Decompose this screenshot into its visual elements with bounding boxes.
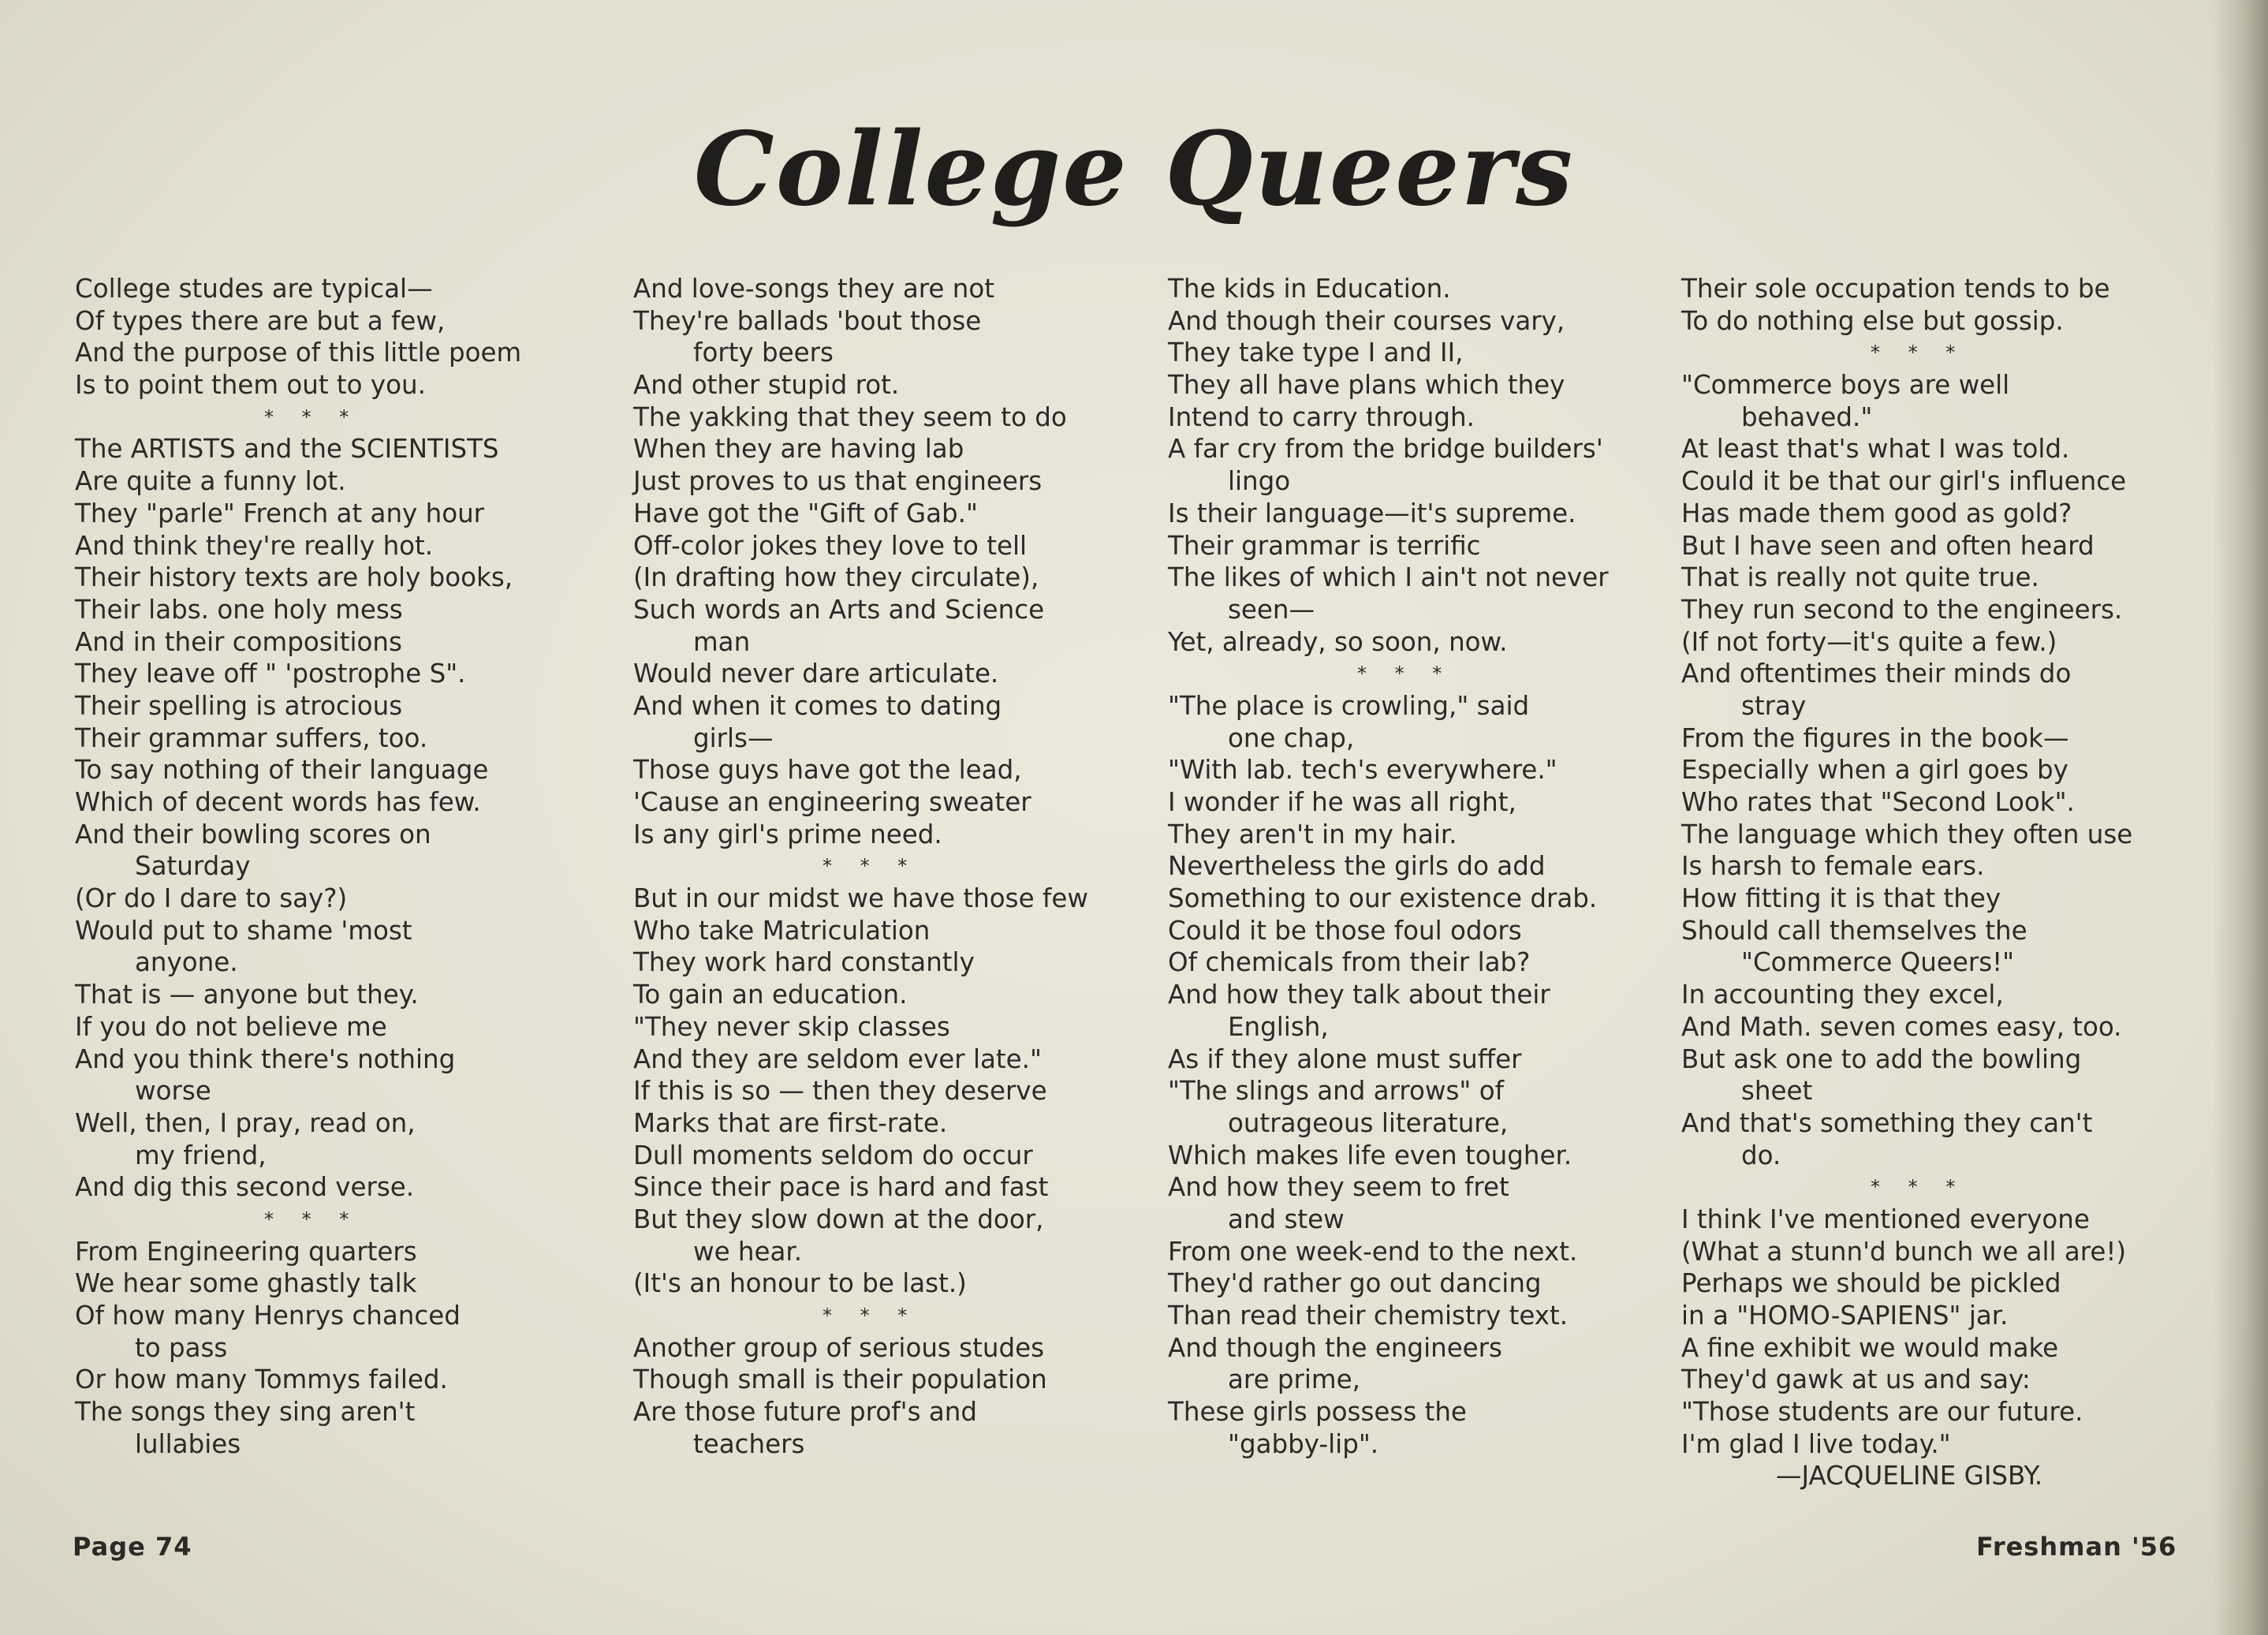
poem-line: do. — [1741, 1140, 1781, 1170]
poem-line: And that's something they can't — [1681, 1107, 2093, 1138]
poem-line: And they are seldom ever late." — [633, 1043, 1042, 1074]
poem-line: Would never dare articulate. — [633, 659, 999, 689]
poem-line: to pass — [135, 1332, 228, 1363]
poem-line: Who take Matriculation — [633, 915, 931, 946]
poem-line: Of how many Henrys chanced — [75, 1301, 461, 1331]
poem-line: They leave off " 'postrophe S". — [75, 659, 466, 689]
poem-line: They take type I and II, — [1168, 338, 1464, 368]
poem-line: we hear. — [693, 1236, 803, 1267]
stanza-break: * * * — [823, 1305, 919, 1327]
poem-line: They're ballads 'bout those — [633, 305, 982, 336]
poem-line: I wonder if he was all right, — [1168, 787, 1516, 817]
poem-line: The songs they sing aren't — [75, 1397, 416, 1428]
poem-line: Is harsh to female ears. — [1681, 851, 1985, 882]
poem-line: teachers — [693, 1428, 805, 1459]
poem-line: But in our midst we have those few — [633, 883, 1088, 914]
poem-line: The likes of which I ain't not never — [1168, 562, 1609, 593]
poem-line: The kids in Education. — [1168, 274, 1451, 304]
poem-line: And oftentimes their minds do — [1681, 659, 2072, 689]
poem-line: Or how many Tommys failed. — [75, 1364, 448, 1395]
poem-line: one chap, — [1228, 722, 1355, 753]
poem-line: and stew — [1228, 1204, 1345, 1234]
poem-line: Their history texts are holy books, — [75, 562, 513, 593]
poem-line: (In drafting how they circulate), — [633, 562, 1039, 593]
poem-line: From Engineering quarters — [75, 1236, 417, 1267]
poem-line: These girls possess the — [1168, 1397, 1467, 1428]
poem-line: Are quite a funny lot. — [75, 466, 346, 497]
poem-line: And in their compositions — [75, 626, 402, 657]
poem-line: seen— — [1228, 594, 1315, 625]
poem-line: As if they alone must suffer — [1168, 1043, 1522, 1074]
stanza-break: * * * — [1357, 663, 1453, 685]
poem-line: From the figures in the book— — [1681, 722, 2069, 753]
yearbook-edition: Freshman '56 — [1976, 1532, 2177, 1562]
stanza-break: * * * — [1871, 1176, 1967, 1199]
poem-line: 'Cause an engineering sweater — [633, 787, 1031, 817]
poem-line: The ARTISTS and the SCIENTISTS — [75, 434, 499, 465]
poem-line: When they are having lab — [633, 434, 964, 465]
poem-line: But I have seen and often heard — [1681, 530, 2095, 561]
poem-line: To gain an education. — [633, 980, 908, 1010]
poem-line: anyone. — [135, 947, 238, 978]
poem-line: "gabby-lip". — [1228, 1428, 1379, 1459]
poem-line: They all have plans which they — [1168, 370, 1565, 401]
poem-line: Saturday — [135, 851, 251, 882]
poem-line: I think I've mentioned everyone — [1681, 1204, 2090, 1234]
poem-line: And Math. seven comes easy, too. — [1681, 1011, 2122, 1042]
poem-line: The yakking that they seem to do — [633, 401, 1067, 432]
poem-line: Since their pace is hard and fast — [633, 1172, 1049, 1203]
poem-line: To say nothing of their language — [75, 755, 489, 786]
poem-line: And though their courses vary, — [1168, 305, 1565, 336]
poem-line: But they slow down at the door, — [633, 1204, 1044, 1234]
poem-line: man — [693, 626, 751, 657]
poem-line: To do nothing else but gossip. — [1681, 305, 2064, 336]
poem-line: They'd rather go out dancing — [1168, 1268, 1542, 1299]
poem-line: Could it be those foul odors — [1168, 915, 1522, 946]
poem-line: Well, then, I pray, read on, — [75, 1107, 416, 1138]
poem-column-1 — [75, 273, 521, 1460]
poem-line: Could it be that our girl's influence — [1681, 466, 2127, 497]
poem-line: Those guys have got the lead, — [633, 755, 1022, 786]
poem-line: That is really not quite true. — [1681, 562, 2039, 593]
stanza-break: * * * — [264, 1208, 360, 1230]
poem-line: Than read their chemistry text. — [1168, 1301, 1569, 1331]
poem-line: We hear some ghastly talk — [75, 1268, 417, 1299]
poem-line: Which makes life even tougher. — [1168, 1140, 1572, 1170]
poem-line: lullabies — [135, 1428, 241, 1459]
poem-line: "The slings and arrows" of — [1168, 1076, 1505, 1107]
poem-line: And how they talk about their — [1168, 980, 1550, 1010]
poem-line: They run second to the engineers. — [1681, 594, 2123, 625]
poem-line: But ask one to add the bowling — [1681, 1043, 2082, 1074]
poem-line: Is any girl's prime need. — [633, 819, 942, 849]
book-spine-shadow — [2213, 0, 2268, 1635]
poem-line: Of chemicals from their lab? — [1168, 947, 1531, 978]
poem-line: Though small is their population — [633, 1364, 1047, 1395]
poem-line: "Commerce Queers!" — [1741, 947, 2015, 978]
poem-line: Just proves to us that engineers — [633, 466, 1043, 497]
poem-line: Is their language—it's supreme. — [1168, 498, 1576, 528]
poem-line: are prime, — [1228, 1364, 1360, 1395]
poem-line: "The place is crowling," said — [1168, 690, 1530, 721]
poem-line: (What a stunn'd bunch we all are!) — [1681, 1236, 2127, 1267]
poem-line: And love-songs they are not — [633, 274, 994, 304]
poem-line: They'd gawk at us and say: — [1681, 1364, 2031, 1395]
poem-line: And dig this second verse. — [75, 1172, 415, 1203]
poem-line: forty beers — [693, 338, 834, 368]
poem-line: And their bowling scores on — [75, 819, 431, 849]
poem-line: Perhaps we should be pickled — [1681, 1268, 2061, 1299]
poem-line: I'm glad I live today." — [1681, 1428, 1951, 1459]
poem-line: Who rates that "Second Look". — [1681, 787, 2075, 817]
poem-line: Their sole occupation tends to be — [1681, 274, 2110, 304]
poem-line: lingo — [1228, 466, 1291, 497]
poem-line: The language which they often use — [1681, 819, 2133, 849]
poem-line: And how they seem to fret — [1168, 1172, 1509, 1203]
poem-line: Their grammar suffers, too. — [75, 722, 428, 753]
poem-line: stray — [1741, 690, 1807, 721]
stanza-break: * * * — [823, 855, 919, 878]
poem-line: Marks that are first-rate. — [633, 1107, 948, 1138]
poem-line: A fine exhibit we would make — [1681, 1332, 2059, 1363]
poem-line: outrageous literature, — [1228, 1107, 1509, 1138]
poem-line: Are those future prof's and — [633, 1397, 977, 1428]
poem-line: my friend, — [135, 1140, 267, 1170]
poem-line: And you think there's nothing — [75, 1043, 456, 1074]
stanza-break: * * * — [264, 405, 360, 428]
poem-line: And when it comes to dating — [633, 690, 1002, 721]
poem-column-3 — [1168, 273, 1609, 1460]
poem-line: in a "HOMO-SAPIENS" jar. — [1681, 1301, 2009, 1331]
poem-line: They work hard constantly — [633, 947, 975, 978]
poem-line: They aren't in my hair. — [1168, 819, 1457, 849]
poem-line: behaved." — [1741, 401, 1873, 432]
poem-line: And though the engineers — [1168, 1332, 1502, 1363]
poem-line: A far cry from the bridge builders' — [1168, 434, 1603, 465]
author-signature: —JACQUELINE GISBY. — [1776, 1461, 2043, 1491]
poem-line: Especially when a girl goes by — [1681, 755, 2068, 786]
poem-line: girls— — [693, 722, 774, 753]
poem-line: (If not forty—it's quite a few.) — [1681, 626, 2057, 657]
poem-line: If this is so — then they deserve — [633, 1076, 1047, 1107]
poem-line: Should call themselves the — [1681, 915, 2027, 946]
poem-line: And other stupid rot. — [633, 370, 900, 401]
poem-line: Such words an Arts and Science — [633, 594, 1045, 625]
poem-line: (It's an honour to be last.) — [633, 1268, 967, 1299]
poem-line: Would put to shame 'most — [75, 915, 412, 946]
poem-line: "Those students are our future. — [1681, 1397, 2083, 1428]
poem-line: Is to point them out to you. — [75, 370, 426, 401]
poem-line: From one week-end to the next. — [1168, 1236, 1578, 1267]
poem-line: (Or do I dare to say?) — [75, 883, 348, 914]
poem-line: Of types there are but a few, — [75, 305, 446, 336]
stanza-break: * * * — [1871, 342, 1967, 364]
poem-line: "With lab. tech's everywhere." — [1168, 755, 1557, 786]
poem-line: College studes are typical— — [75, 274, 433, 304]
poem-line: In accounting they excel, — [1681, 980, 2004, 1010]
poem-line: "Commerce boys are well — [1681, 370, 2010, 401]
poem-line: Intend to carry through. — [1168, 401, 1475, 432]
poem-line: Have got the "Gift of Gab." — [633, 498, 978, 528]
poem-line: And think they're really hot. — [75, 530, 434, 561]
poem-line: Their spelling is atrocious — [75, 690, 403, 721]
page-number: Page 74 — [73, 1532, 192, 1562]
poem-line: worse — [135, 1076, 211, 1107]
poem-line: If you do not believe me — [75, 1011, 387, 1042]
poem-line: Which of decent words has few. — [75, 787, 481, 817]
poem-line: Dull moments seldom do occur — [633, 1140, 1033, 1170]
poem-line: How fitting it is that they — [1681, 883, 2001, 914]
poem-line: They "parle" French at any hour — [75, 498, 485, 528]
poem-line: And the purpose of this little poem — [75, 338, 522, 368]
poem-line: "They never skip classes — [633, 1011, 950, 1042]
poem-line: Another group of serious studes — [633, 1332, 1045, 1363]
poem-line: That is — anyone but they. — [75, 980, 419, 1010]
poem-line: At least that's what I was told. — [1681, 434, 2070, 465]
poem-line: Nevertheless the girls do add — [1168, 851, 1546, 882]
poem-line: English, — [1228, 1011, 1329, 1042]
poem-line: Something to our existence drab. — [1168, 883, 1598, 914]
poem-line: Yet, already, so soon, now. — [1168, 626, 1508, 657]
poem-line: Has made them good as gold? — [1681, 498, 2072, 528]
page-title: College Queers — [693, 110, 1575, 229]
poem-line: Off-color jokes they love to tell — [633, 530, 1028, 561]
poem-line: Their grammar is terrific — [1168, 530, 1481, 561]
poem-line: Their labs. one holy mess — [75, 594, 403, 625]
poem-column-4 — [1681, 273, 2132, 1492]
poem-line: sheet — [1741, 1076, 1813, 1107]
poem-column-2 — [633, 273, 1088, 1460]
